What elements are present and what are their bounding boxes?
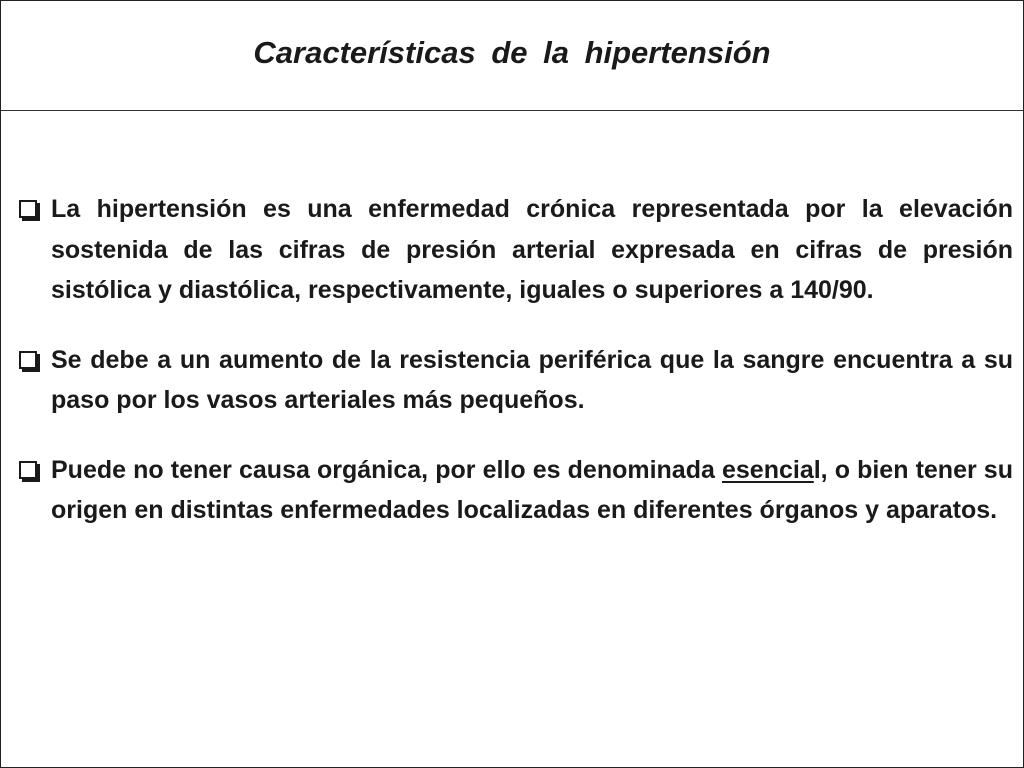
- checkbox-square-icon: [19, 461, 37, 479]
- checkbox-square-icon: [19, 200, 37, 218]
- bullet-item-cause: [15, 340, 1013, 421]
- bullet-item-origin: [15, 450, 1013, 531]
- bullet-text: La hipertensión es una enfermedad crónica representada por la elevación sostenida de las cifras de presión arterial expresada en cifras de presión sistólica y diastólica, respectivamente, iguales o superiores a 140/90.: [51, 195, 1013, 304]
- bullet-text: Se debe a un aumento de la resistencia periférica que la sangre encuentra a su paso por los vasos arteriales más pequeños.: [51, 345, 1013, 414]
- underlined-term: esencia: [721, 455, 814, 484]
- bullet-item-definition: [15, 189, 1013, 311]
- checkbox-square-icon: [19, 351, 37, 369]
- bullet-text-before: Puede no tener causa orgánica, por ello es denominada: [51, 455, 722, 484]
- bullet-text-after: l, o bien tener su origen en distintas enfermedades localizadas en diferentes órganos y aparatos.: [51, 455, 1013, 524]
- title-bar: [1, 1, 1023, 111]
- bullet-list: [15, 189, 1013, 531]
- slide-title: Características de la hipertensión: [253, 34, 771, 70]
